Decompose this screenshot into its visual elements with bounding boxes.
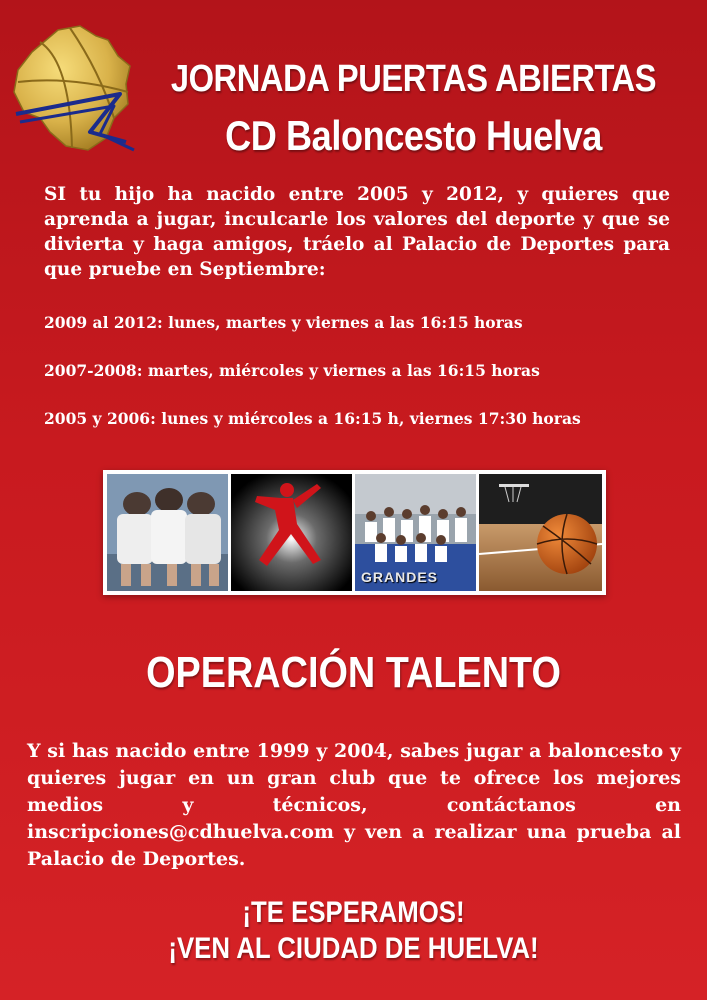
photo-strip <box>103 470 606 595</box>
basketball-court-photo <box>479 474 602 591</box>
photo-caption: GRANDES <box>361 569 439 585</box>
closing-line: ¡TE ESPERAMOS! <box>242 896 465 929</box>
schedule-line: 2007-2008: martes, miércoles y viernes a las 16:15 horas <box>44 361 540 380</box>
kids-group-photo <box>355 474 476 591</box>
intro-paragraph: SI tu hijo ha nacido entre 2005 y 2012, y quieres que aprenda a jugar, inculcarle los valores del deporte y que se divierta y haga amigos, tráelo al Palacio de Deportes para que pruebe en Septiembre: <box>44 184 670 280</box>
club-crest-icon <box>10 22 138 157</box>
club-name: CD Baloncesto Huelva <box>225 112 602 159</box>
talento-title: OPERACIÓN TALENTO <box>146 648 561 697</box>
closing-line: ¡VEN AL CIUDAD DE HUELVA! <box>168 932 539 965</box>
talento-paragraph: Y si has nacido entre 1999 y 2004, sabes jugar a baloncesto y quieres jugar en un gran club que te ofrece los mejores medios y técnicos, contáctanos en inscripciones@cdhuelva.com y ven a realizar una prueba al Palacio de Deportes. <box>27 740 681 870</box>
schedule-line: 2009 al 2012: lunes, martes y viernes a las 16:15 horas <box>44 313 523 332</box>
schedule-line: 2005 y 2006: lunes y miércoles a 16:15 h, viernes 17:30 horas <box>44 409 581 428</box>
jumpman-logo-photo <box>231 474 352 591</box>
event-title: JORNADA PUERTAS ABIERTAS <box>170 58 657 100</box>
team-huddle-photo <box>107 474 228 591</box>
